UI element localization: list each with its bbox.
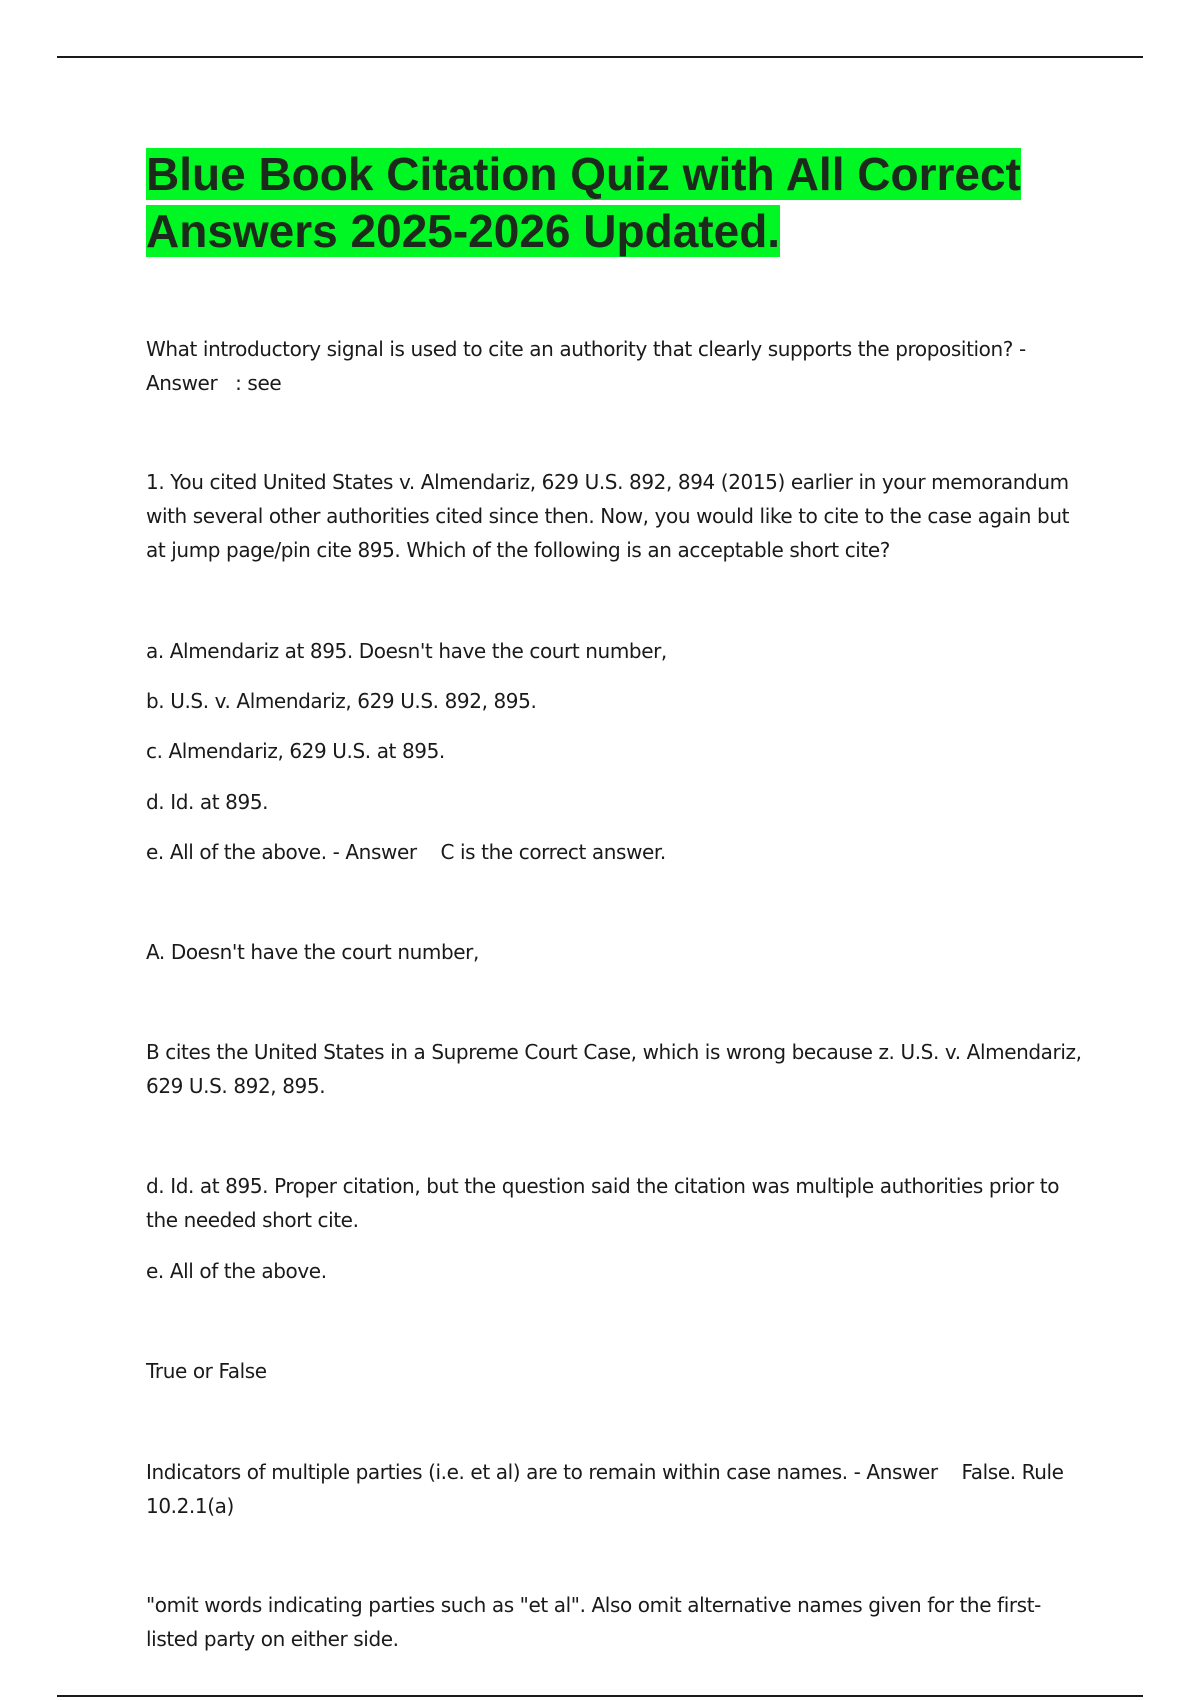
option-d: d. Id. at 895. (146, 790, 269, 814)
explanation-d: d. Id. at 895. Proper citation, but the question said the citation was multiple authorities prior to the needed short cite. (146, 1174, 1066, 1232)
top-rule (57, 56, 1143, 58)
rule-quote: "omit words indicating parties such as "et al". Also omit alternative names given for the first-listed party on either side. (146, 1593, 1041, 1651)
title-highlight: Blue Book Citation Quiz with All Correct Answers 2025-2026 Updated. (146, 148, 1021, 257)
option-b: b. U.S. v. Almendariz, 629 U.S. 892, 895. (146, 689, 537, 713)
question-1: 1. You cited United States v. Almendariz, 629 U.S. 892, 894 (2015) earlier in your memorandum with several other authorities cited since then. Now, you would like to cite to the case again but at jump page/pin cite 895. Which of the following is an acceptable short cite? (146, 470, 1076, 562)
explanation-a: A. Doesn't have the court number, (146, 940, 479, 964)
question-intro-signal: What introductory signal is used to cite an authority that clearly supports the proposition? - Answer : see (146, 337, 1032, 395)
question-multiple-parties: Indicators of multiple parties (i.e. et al) are to remain within case names. - Answer False. Rule 10.2.1(a) (146, 1460, 1070, 1518)
explanation-b: B cites the United States in a Supreme Court Case, which is wrong because z. U.S. v. Almendariz, 629 U.S. 892, 895. (146, 1040, 1088, 1098)
option-e-answer: e. All of the above. - Answer C is the correct answer. (146, 840, 666, 864)
option-c: c. Almendariz, 629 U.S. at 895. (146, 739, 445, 763)
bottom-rule (57, 1695, 1143, 1697)
option-a: a. Almendariz at 895. Doesn't have the court number, (146, 639, 667, 663)
document-title (146, 146, 1106, 260)
section-true-false: True or False (146, 1359, 267, 1383)
explanation-e: e. All of the above. (146, 1259, 327, 1283)
